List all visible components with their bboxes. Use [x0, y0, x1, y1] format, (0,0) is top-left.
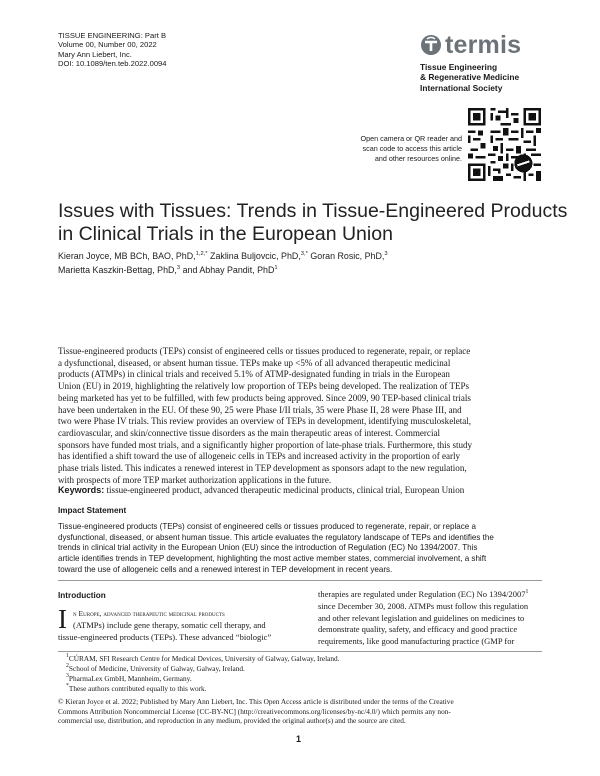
affiliation-item: [66, 654, 340, 664]
abstract-line: with prospects of more TEP market authorization applications in the future.: [58, 474, 332, 485]
affiliation-marker: 3: [176, 265, 181, 271]
abstract-line: Tissue-engineered products (TEPs) consist of engineered cells or tissues produced to regenerate, repair, or replace: [58, 346, 471, 356]
author-list: [58, 249, 388, 277]
title-line: in Clinical Trials in the European Union: [58, 223, 393, 245]
qr-prompt-line: Open camera or QR reader and: [360, 134, 462, 143]
abstract-line: two were Phase IV trials. This review provides an overview of TEPs in development, identifying musculoskeletal,: [58, 416, 472, 427]
affiliation-text: CÚRAM, SFI Research Centre for Medical Devices, University of Galway, Galway, Ireland.: [68, 654, 340, 663]
termis-logo[interactable]: [420, 30, 550, 93]
affiliation-text: PharmaLex GmbH, Mannheim, Germany.: [68, 674, 192, 684]
affiliation-item: [66, 664, 340, 674]
affiliation-text: School of Medicine, University of Galway, Galway, Ireland.: [68, 664, 245, 674]
qr-prompt-line: and other resources online.: [374, 154, 462, 164]
reference-marker[interactable]: 1: [525, 589, 529, 595]
logo-wordmark: termis: [445, 30, 522, 59]
intro-column-left: [58, 604, 282, 643]
body-text: therapies are regulated under Regulation (EC) No 1394/2007: [318, 589, 526, 599]
copyright-line[interactable]: Commons Attribution Noncommercial License [CC-BY-NC] (http://creativecommons.org/licenses/by-nc/4.0/) which permits any non-: [58, 706, 451, 716]
affiliation-item: [66, 674, 340, 684]
impact-line: trends in clinical trial activity in the European Union (EU) since the introduction of Regulation (EC) No 1394/2007. This: [58, 543, 478, 553]
body-line: and other relevant legislation and guidelines on medicines to: [318, 612, 525, 623]
impact-line: Tissue-engineered products (TEPs) consist of engineered cells or tissues produced to regenerate, repair, or replace a: [58, 522, 476, 531]
affiliation-marker: 1: [274, 265, 278, 271]
affiliation-item: [66, 684, 340, 694]
abstract-line: phase trials listed. This indicates a renewed interest in TEP development as sponsors adapt to the new regulation,: [58, 463, 467, 474]
impact-statement: [58, 522, 542, 576]
affiliation-marker: 1: [66, 653, 69, 659]
intro-heading: Introduction: [58, 591, 106, 600]
affiliation-text: These authors contributed equally to this work.: [68, 684, 207, 694]
journal-volume: Volume 00, Number 00, 2022: [58, 40, 157, 50]
copyright-line: © Kieran Joyce et al. 2022; Published by Mary Ann Liebert, Inc. This Open Access article is distributed under the terms of the Creative: [58, 697, 454, 706]
society-line: International Society: [420, 82, 503, 93]
body-line: since December 30, 2008. ATMPs must follow this regulation: [318, 600, 529, 611]
affiliation-marker: 2: [66, 663, 69, 670]
abstract: [58, 346, 542, 486]
impact-line: dysfunctional, diseased, or absent human tissue. This article evaluates the regulatory landscape of TEPs and identifies the: [58, 532, 494, 542]
section-divider: [58, 580, 542, 581]
journal-info: [58, 31, 167, 69]
copyright-line: commercial use, distribution, and reproduction in any medium, provided the original author(s) and the source are cited.: [58, 716, 406, 726]
title-line: Issues with Tissues: Trends in Tissue-Engineered Products: [58, 200, 568, 222]
qr-prompt-line: scan code to access this article: [362, 144, 462, 154]
journal-publisher: Mary Ann Liebert, Inc.: [58, 49, 132, 59]
body-line: [58, 608, 282, 620]
affiliations: [66, 654, 340, 694]
affiliation-marker: 3: [66, 673, 69, 680]
body-line: [318, 589, 542, 601]
abstract-line: a dysfunctional, diseased, or absent human tissue. TEPs make up <5% of all advanced therapeutic medicinal: [58, 357, 451, 368]
impact-heading: Impact Statement: [58, 506, 127, 515]
society-line: & Regenerative Medicine: [420, 72, 520, 83]
body-line: [58, 620, 282, 632]
abstract-line: cardiovascular, and skin/connective tissue disorders as the main therapeutic areas of interest. Commercial: [58, 427, 440, 438]
abstract-line: Union (EU) in 2019, highlighting the relatively low proportion of TEPs being developed. The realization of TEPs: [58, 381, 470, 392]
impact-line: toward the use of allogeneic cells and a renewed interest in TEP development in recent years.: [58, 564, 393, 574]
termis-emblem-icon: [420, 34, 442, 56]
qr-prompt: [312, 134, 462, 165]
author-name: Marietta Kaszkin-Bettag, PhD,: [58, 265, 177, 275]
page-title: [58, 200, 568, 246]
body-line: requirements, like good manufacturing practice (GMP for: [318, 636, 515, 647]
journal-doi[interactable]: DOI: 10.1089/ten.teb.2022.0094: [58, 59, 167, 69]
affiliation-marker: 3: [384, 251, 388, 257]
affiliation-marker: *: [66, 683, 69, 690]
page-number: 1: [296, 734, 302, 744]
impact-line: article identifies trends in TEP development, highlighting the most active member states, commercial involvement, a shift: [58, 554, 487, 564]
abstract-line: have been undertaken in the EU. Of these 90, 25 were Phase I/II trials, 35 were Phase II, 28 were Phase III, and: [58, 404, 462, 415]
drop-cap: I: [58, 604, 67, 634]
author-name: Kieran Joyce, MB BCh, BAO, PhD,: [58, 251, 196, 261]
copyright-notice: [58, 697, 542, 726]
small-caps-lead: n Europe, advanced therapeutic medicinal products: [73, 609, 225, 618]
abstract-line: being marketed has yet to be fulfilled, with few products being approved. Since 2009, 90 TEP-based clinical trials: [58, 392, 471, 403]
author-name: and Abhay Pandit, PhD: [180, 265, 275, 275]
abstract-line: sponsors have funded most trials, and a significantly higher proportion of late-phase trials. Furthermore, this study: [58, 439, 473, 450]
footnote-divider: [58, 651, 542, 652]
intro-column-right: [318, 589, 542, 648]
keywords-label: Keywords:: [58, 485, 105, 495]
affiliation-marker: 3,*: [300, 251, 308, 257]
author-name: Zaklina Buljovcic, PhD,: [207, 251, 301, 261]
abstract-line: products (ATMPs) in clinical trials and received 5.1% of ATMP-designated funding in trials in the European: [58, 369, 450, 380]
body-line: demonstrate quality, safety, and efficacy and good practice: [318, 624, 518, 635]
keywords: [58, 485, 464, 495]
author-name: Goran Rosic, PhD,: [307, 251, 385, 261]
keywords-text: tissue-engineered product, advanced therapeutic medicinal products, clinical trial, European Union: [104, 485, 465, 495]
author-line: [58, 249, 388, 263]
body-line: tissue-engineered products (TEPs). These advanced “biologic”: [58, 631, 272, 642]
qr-code-icon[interactable]: [468, 108, 541, 181]
abstract-line: has identified a shift toward the use of allogeneic cells in TEPs and increased activity in the proportion of early: [58, 451, 461, 462]
affiliation-marker: 1,2,*: [195, 251, 208, 257]
society-name: [420, 62, 560, 93]
author-line: [58, 263, 388, 277]
body-text: (ATMPs) include gene therapy, somatic cell therapy, and: [73, 619, 266, 630]
journal-name: TISSUE ENGINEERING: Part B: [58, 31, 167, 40]
society-line: Tissue Engineering: [420, 62, 498, 72]
